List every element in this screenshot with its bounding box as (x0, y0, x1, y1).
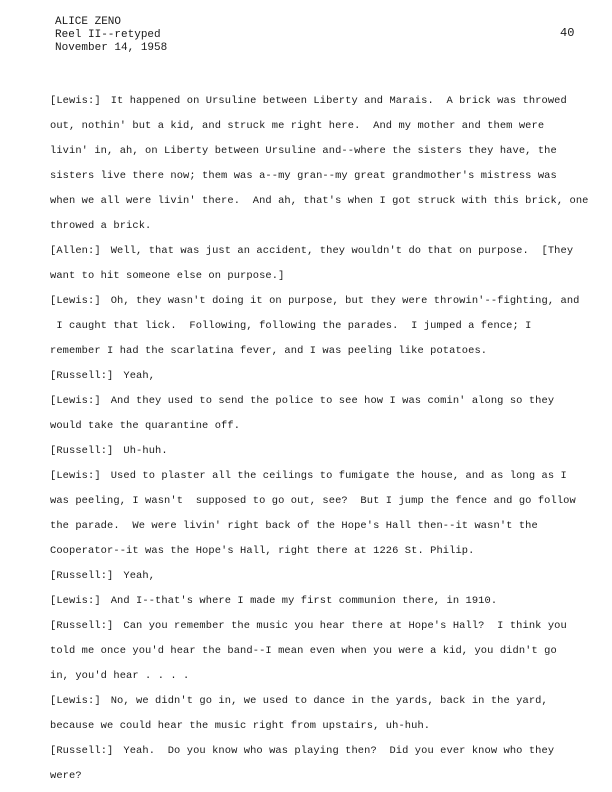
speech-text: livin' in, ah, on Liberty between Ursuline and--where the sisters they have, the (50, 145, 557, 157)
transcript-line (50, 714, 550, 739)
transcript-line (50, 89, 567, 114)
transcript-line (50, 114, 550, 139)
document-header (55, 16, 167, 55)
speaker-label: [ Russell: ] (50, 620, 113, 632)
transcript-line (50, 614, 567, 639)
speech-text: I caught that lick. Following, following the parades. I jumped a fence; I (50, 320, 532, 332)
transcript-turn (50, 239, 574, 289)
transcript-turn (50, 439, 550, 464)
transcript-line (50, 689, 550, 714)
speech-text: Yeah, (123, 370, 156, 382)
transcript-line (50, 139, 557, 164)
transcript-body (50, 89, 589, 789)
speech-text: Well, that was just an accident, they wouldn't do that on purpose. [They (110, 245, 574, 257)
speech-text: And I--that's where I made my first communion there, in 1910. (110, 595, 498, 607)
transcript-line (50, 189, 589, 214)
speaker-label: [ Lewis: ] (50, 395, 101, 407)
transcript-line (50, 214, 550, 239)
speech-text: Yeah. Do you know who was playing then? Did you ever know who they (123, 745, 555, 757)
transcript-line (50, 639, 557, 664)
transcript-line (50, 589, 550, 614)
transcript-turn (50, 739, 555, 789)
transcript-turn (50, 389, 555, 439)
speech-text: remember I had the scarlatina fever, and I was peeling like potatoes. (50, 345, 488, 357)
transcript-turn (50, 689, 550, 739)
transcript-turn (50, 364, 550, 389)
transcript-line (50, 539, 550, 564)
transcript-line (50, 564, 550, 589)
transcript-turn (50, 289, 580, 364)
speech-text: Oh, they wasn't doing it on purpose, but they were throwin'--fighting, and (110, 295, 580, 307)
speech-text: when we all were livin' there. And ah, that's when I got struck with this brick, one (50, 195, 589, 207)
speaker-label: [ Lewis: ] (50, 95, 101, 107)
reel-label: Reel II--retyped (55, 29, 161, 41)
transcript-turn (50, 589, 550, 614)
speech-text: throwed a brick. (50, 220, 152, 232)
page-number: 40 (560, 26, 575, 40)
transcript-line (50, 664, 550, 689)
interviewee-name: ALICE ZENO (55, 16, 122, 28)
speech-text: want to hit someone else on purpose.] (50, 270, 285, 282)
transcript-line (50, 489, 576, 514)
speech-text: were? (50, 770, 82, 782)
transcript-line (50, 414, 550, 439)
speech-text: the parade. We were livin' right back of the Hope's Hall then--it wasn't the (50, 520, 538, 532)
transcript-line (50, 364, 550, 389)
speech-text: told me once you'd hear the band--I mean even when you were a kid, you didn't go (50, 645, 557, 657)
transcript-line (50, 314, 550, 339)
transcript-line (50, 164, 557, 189)
interview-date: November 14, 1958 (55, 42, 168, 54)
transcript-line (50, 514, 550, 539)
speech-text: Uh-huh. (123, 445, 168, 457)
speech-text: out, nothin' but a kid, and struck me right here. And my mother and them were (50, 120, 545, 132)
transcript-line (50, 439, 550, 464)
speaker-label: [ Russell: ] (50, 745, 113, 757)
speech-text: Yeah, (123, 570, 156, 582)
transcript-turn (50, 464, 576, 564)
transcript-line (50, 764, 550, 789)
speaker-label: [ Russell: ] (50, 445, 113, 457)
speech-text: would take the quarantine off. (50, 420, 241, 432)
speaker-label: [ Lewis: ] (50, 595, 101, 607)
speech-text: Can you remember the music you hear there at Hope's Hall? I think you (123, 620, 567, 632)
speech-text: No, we didn't go in, we used to dance in the yards, back in the yard, (110, 695, 548, 707)
transcript-line (50, 389, 555, 414)
speech-text: was peeling, I wasn't supposed to go out, see? But I jump the fence and go follow (50, 495, 576, 507)
speech-text: because we could hear the music right from upstairs, uh-huh. (50, 720, 431, 732)
transcript-line (50, 264, 550, 289)
speech-text: in, you'd hear . . . . (50, 670, 190, 682)
transcript-line (50, 739, 555, 764)
speaker-label: [ Allen: ] (50, 245, 101, 257)
transcript-turn (50, 89, 589, 239)
speaker-label: [ Russell: ] (50, 570, 113, 582)
speech-text: Cooperator--it was the Hope's Hall, right there at 1226 St. Philip. (50, 545, 475, 557)
speech-text: And they used to send the police to see how I was comin' along so they (110, 395, 555, 407)
transcript-line (50, 239, 574, 264)
transcript-line (50, 464, 567, 489)
transcript-line (50, 289, 580, 314)
speaker-label: [ Lewis: ] (50, 295, 101, 307)
transcript-turn (50, 564, 550, 589)
speech-text: Used to plaster all the ceilings to fumigate the house, and as long as I (110, 470, 567, 482)
transcript-turn (50, 614, 567, 689)
speaker-label: [ Russell: ] (50, 370, 113, 382)
speech-text: It happened on Ursuline between Liberty and Marais. A brick was throwed (110, 95, 567, 107)
speaker-label: [ Lewis: ] (50, 470, 101, 482)
transcript-line (50, 339, 550, 364)
speaker-label: [ Lewis: ] (50, 695, 101, 707)
speech-text: sisters live there now; them was a--my gran--my great grandmother's mistress was (50, 170, 557, 182)
